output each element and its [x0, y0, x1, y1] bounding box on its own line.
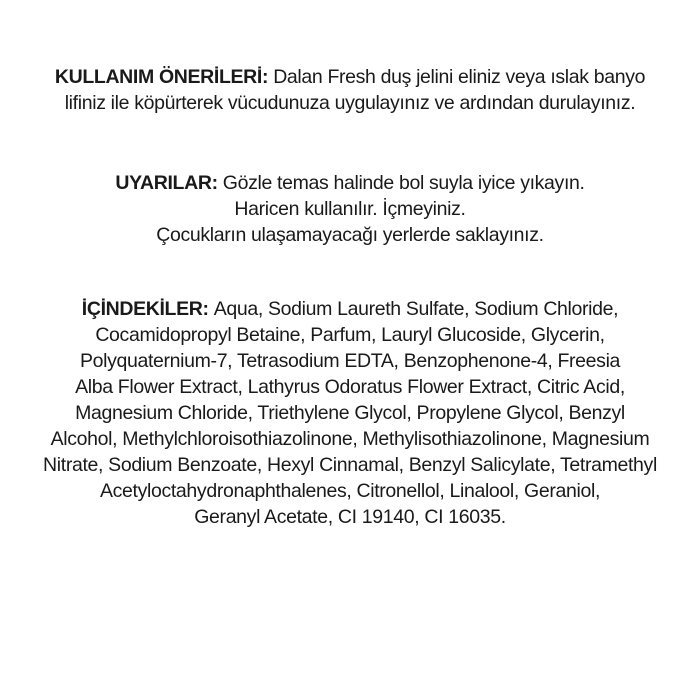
ingredients-line-9: Geranyl Acetate, CI 19140, CI 16035. [194, 506, 506, 528]
ingredients-heading: İÇİNDEKİLER [81, 298, 203, 320]
ingredients-heading-separator: : [202, 298, 214, 320]
warnings-text: Gözle temas halinde bol suyla iyice yıkayın. [222, 172, 585, 194]
ingredients-line-8: Acetyloctahydronaphthalenes, Citronellol, Linalool, Geraniol, [99, 480, 601, 502]
usage-heading-separator: : [261, 66, 274, 88]
ingredients-line-1 [30, 296, 670, 322]
ingredients-text: Aqua, Sodium Laureth Sulfate, Sodium Chloride, [213, 298, 619, 320]
warnings-line-1 [30, 170, 670, 196]
ingredients-line-3: Polyquaternium-7, Tetrasodium EDTA, Benzophenone-4, Freesia [79, 350, 621, 372]
ingredients-line-2: Cocamidopropyl Betaine, Parfum, Lauryl Glucoside, Glycerin, [95, 324, 605, 346]
usage-line-1 [30, 64, 670, 90]
warnings-line-3: Çocukların ulaşamayacağı yerlerde saklayınız. [156, 224, 544, 246]
ingredients-section [30, 296, 670, 530]
warnings-section [30, 170, 670, 248]
warnings-heading-separator: : [211, 172, 223, 194]
ingredients-line-4: Alba Flower Extract, Lathyrus Odoratus Flower Extract, Citric Acid, [75, 376, 625, 398]
ingredients-line-7: Nitrate, Sodium Benzoate, Hexyl Cinnamal, Benzyl Salicylate, Tetramethyl [43, 454, 657, 476]
usage-heading: KULLANIM ÖNERİLERİ [54, 66, 262, 88]
ingredients-line-5: Magnesium Chloride, Triethylene Glycol, Propylene Glycol, Benzyl [75, 402, 625, 424]
usage-text: Dalan Fresh duş jelini eliniz veya ıslak banyo [273, 66, 646, 88]
usage-line-2: lifiniz ile köpürterek vücudunuza uygulayınız ve ardından durulayınız. [64, 92, 636, 114]
warnings-heading: UYARILAR [115, 172, 212, 194]
warnings-line-2: Haricen kullanılır. İçmeyiniz. [234, 198, 466, 220]
ingredients-line-6: Alcohol, Methylchloroisothiazolinone, Methylisothiazolinone, Magnesium [50, 428, 650, 450]
usage-instructions-section [30, 64, 670, 116]
